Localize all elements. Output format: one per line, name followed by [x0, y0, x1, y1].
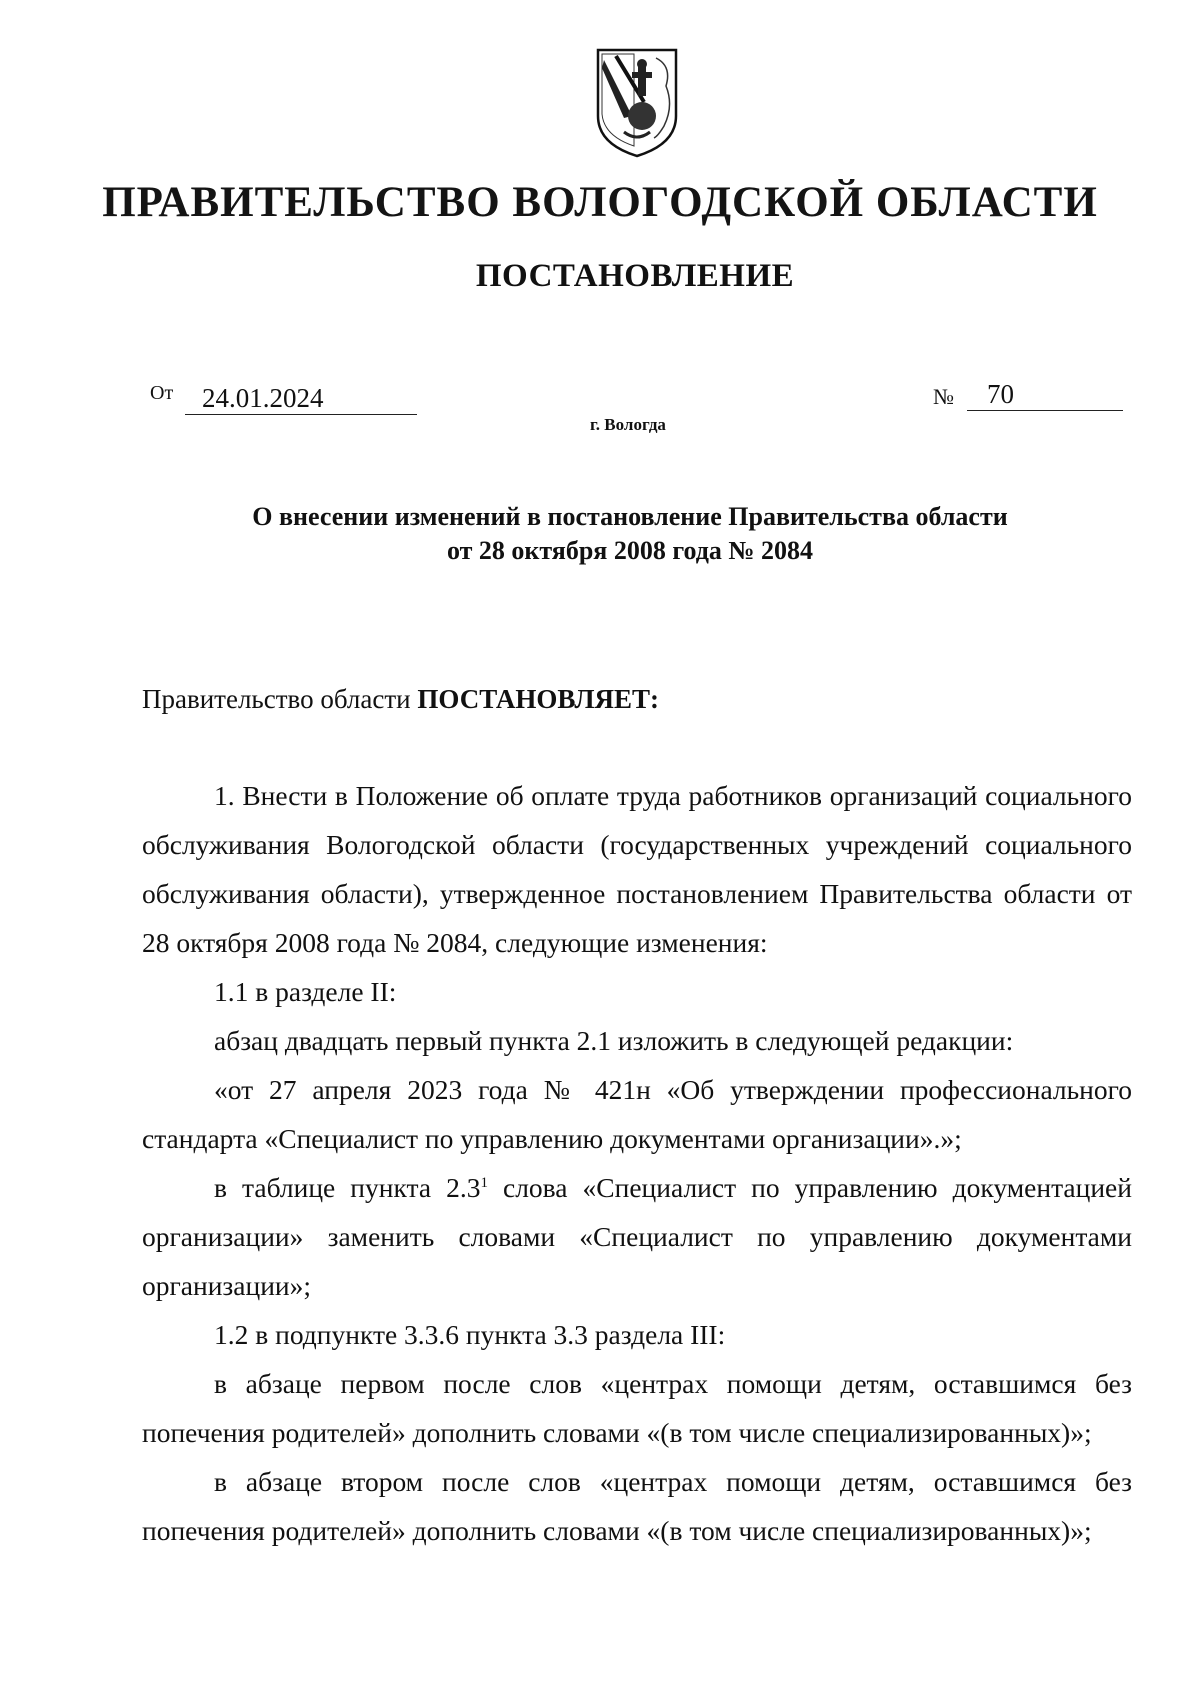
paragraph-5-end: слова «Специалист по управлению документацией организации» заменить словами «Специалист по управлению документами организации»;	[142, 1172, 1132, 1301]
paragraph-4: «от 27 апреля 2023 года № 421н «Об утверждении профессионального стандарта «Специалист по управлению документами организации».»;	[142, 1074, 1132, 1154]
paragraph-2: 1.1 в разделе II:	[214, 976, 397, 1007]
organization-title: ПРАВИТЕЛЬСТВО ВОЛОГОДСКОЙ ОБЛАСТИ	[102, 179, 1098, 226]
subject-line-1: О внесении изменений в постановление Правительства области	[252, 502, 1008, 531]
date-label: От	[150, 382, 174, 404]
vologda-coat-of-arms-icon	[594, 46, 680, 158]
preamble	[142, 684, 659, 715]
city: г. Вологда	[590, 415, 666, 434]
paragraph-5-start: в таблице пункта 2.3	[214, 1172, 481, 1203]
preamble-resolves: ПОСТАНОВЛЯЕТ:	[417, 684, 659, 714]
document-type: ПОСТАНОВЛЕНИЕ	[475, 258, 795, 294]
paragraph-3: абзац двадцать первый пункта 2.1 изложить в следующей редакции:	[214, 1025, 1014, 1056]
number-label: №	[933, 384, 954, 409]
date-value: 24.01.2024	[185, 382, 417, 415]
superscript: 1	[480, 1174, 488, 1191]
paragraph-1: 1. Внести в Положение об оплате труда работников организаций социального обслуживания Вологодской области (государственных учреждений социального обслуживания области), утвержденное постановлением Правительства области от 28 октября 2008 года № 2084, следующие изменения:	[142, 780, 1132, 958]
number-value: 70	[967, 378, 1123, 411]
subject-line-2: от 28 октября 2008 года № 2084	[446, 536, 814, 565]
paragraph-7: в абзаце первом после слов «центрах помощи детям, оставшимся без попечения родителей» дополнить словами «(в том числе специализированных)»;	[142, 1368, 1132, 1448]
document-subject	[150, 500, 1110, 568]
paragraph-8: в абзаце втором после слов «центрах помощи детям, оставшимся без попечения родителей» дополнить словами «(в том числе специализированных)»;	[142, 1466, 1132, 1546]
document-body	[142, 771, 1132, 1555]
paragraph-5	[142, 1163, 1132, 1310]
paragraph-6: 1.2 в подпункте 3.3.6 пункта 3.3 раздела III:	[214, 1319, 726, 1350]
preamble-text: Правительство области	[142, 684, 411, 714]
